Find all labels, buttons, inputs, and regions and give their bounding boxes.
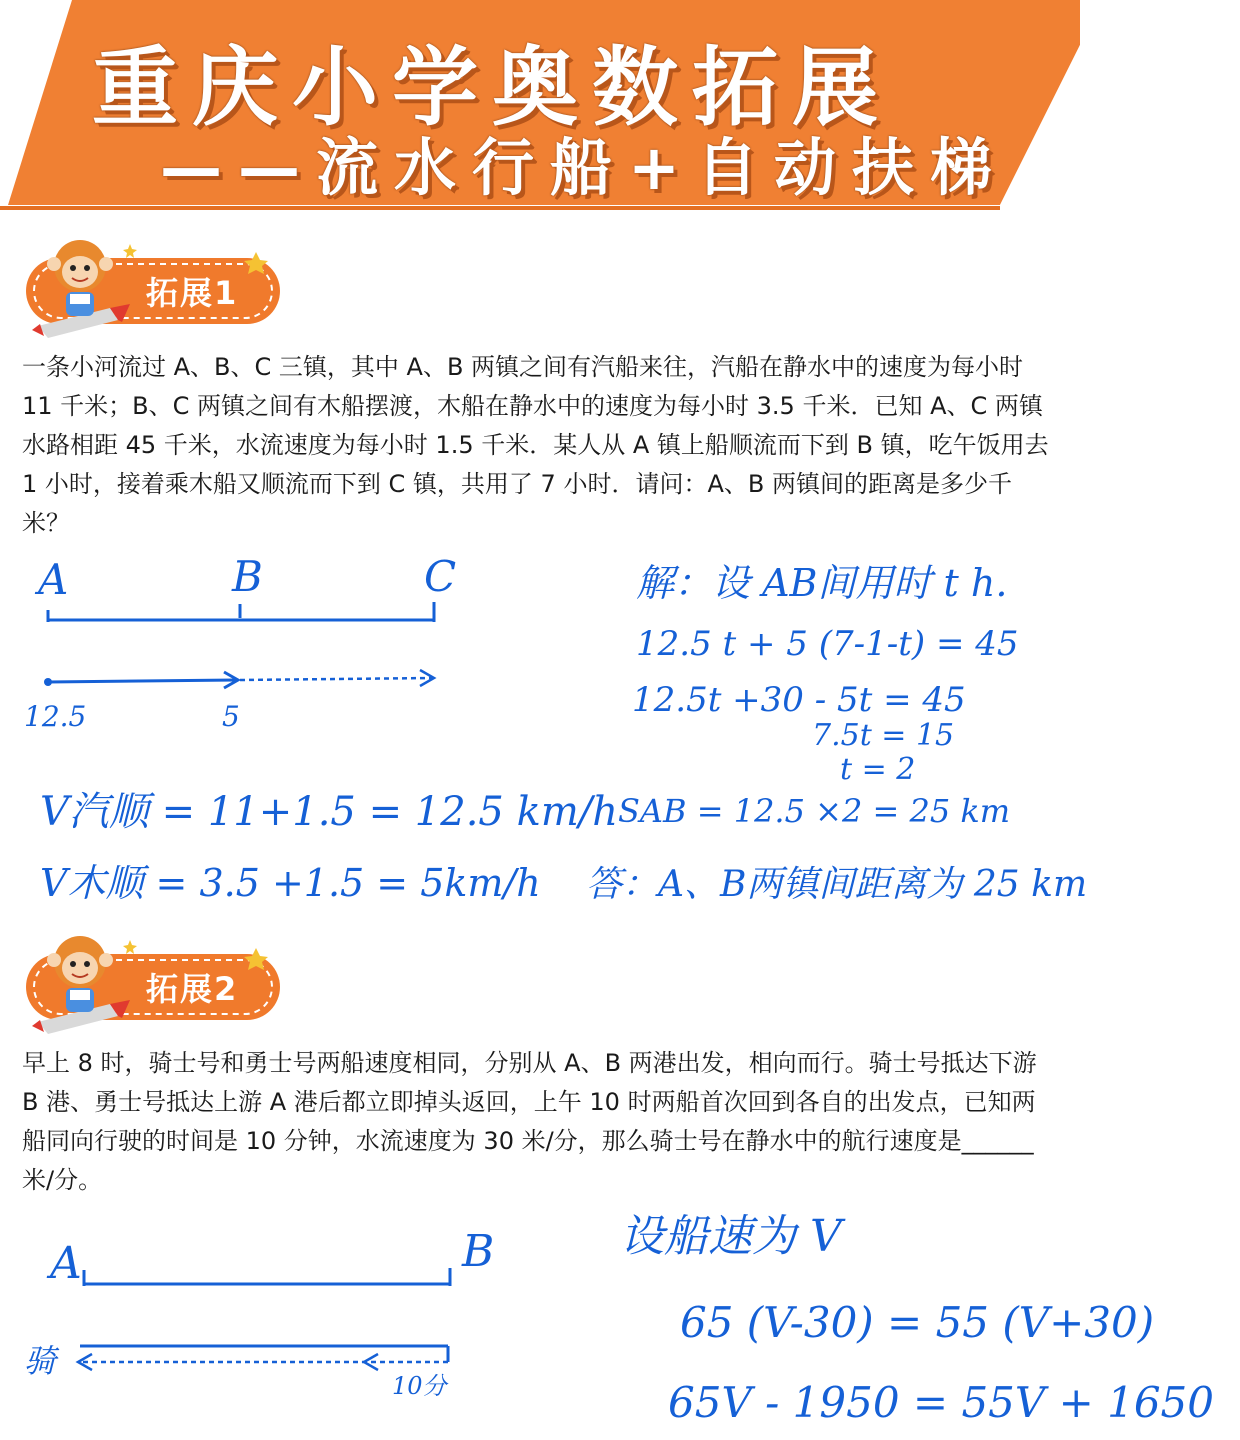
point-a-label: A [38, 555, 69, 604]
work-left-line: V木顺 = 3.5 +1.5 = 5km/h [40, 861, 541, 905]
work-right-line: 65 (V-30) = 55 (V+30) [680, 1298, 1155, 1347]
boat-left-label: 骑 [24, 1342, 57, 1380]
badge-label: 拓展2 [146, 970, 239, 1008]
work-right-line: SAB = 12.5 ×2 = 25 km [618, 792, 1011, 830]
boat-right-label: 10分 [392, 1372, 447, 1400]
point-b-label: B [232, 552, 263, 601]
work-right-line: 65V - 1950 = 55V + 1650 [668, 1378, 1214, 1427]
point-b-label: B [462, 1226, 495, 1277]
work-right-line: 7.5t = 15 [812, 718, 955, 753]
work-right-line: 12.5t +30 - 5t = 45 [632, 680, 966, 720]
speed-right-label: 5 [222, 700, 240, 733]
work-right-line: 解：设 AB间用时 t h. [636, 561, 1008, 605]
page-title: 重庆小学奥数拓展 [92, 38, 892, 138]
speed-left-label: 12.5 [24, 700, 87, 733]
badge-label: 拓展1 [146, 274, 239, 312]
problem-text-2: 早上 8 时，骑士号和勇士号两船速度相同，分别从 A、B 两港出发，相向而行。骑士号抵达下游 B 港、勇士号抵达上游 A 港后都立即掉头返回，上午 10 时两船首次回到各自的出发点，已知两船同向行驶的时间是 10 分钟，水流速度为 30 米/分，那么骑士号在静水中的航行速度是______米/分。 [22, 1049, 1037, 1194]
work-right-line: 设船速为 V [620, 1211, 842, 1262]
point-c-label: C [424, 552, 457, 601]
work-right-line: t = 2 [840, 752, 916, 787]
problem-text-1: 一条小河流过 A、B、C 三镇，其中 A、B 两镇之间有汽船来往，汽船在静水中的速度为每小时 11 千米；B、C 两镇之间有木船摆渡，木船在静水中的速度为每小时 3.5 千米．已知 A、C 两镇水路相距 45 千米，水流速度为每小时 1.5 千米．某人从 A 镇上船顺流而下到 B 镇，吃午饭用去 1 小时，接着乘木船又顺流而下到 C 镇，共用了 7 小时．请问：A、B 两镇间的距离是多少千米？ [22, 353, 1049, 537]
page-subtitle: ——流水行船+自动扶梯 [160, 131, 1008, 204]
work-left-line: V汽顺 = 11+1.5 = 12.5 km/h [40, 789, 618, 835]
point-a-label: A [50, 1238, 82, 1289]
work-right-line: 12.5 t + 5 (7-1-t) = 45 [636, 624, 1019, 664]
answer-line: 答：A、B两镇间距离为 25 km [586, 864, 1088, 905]
